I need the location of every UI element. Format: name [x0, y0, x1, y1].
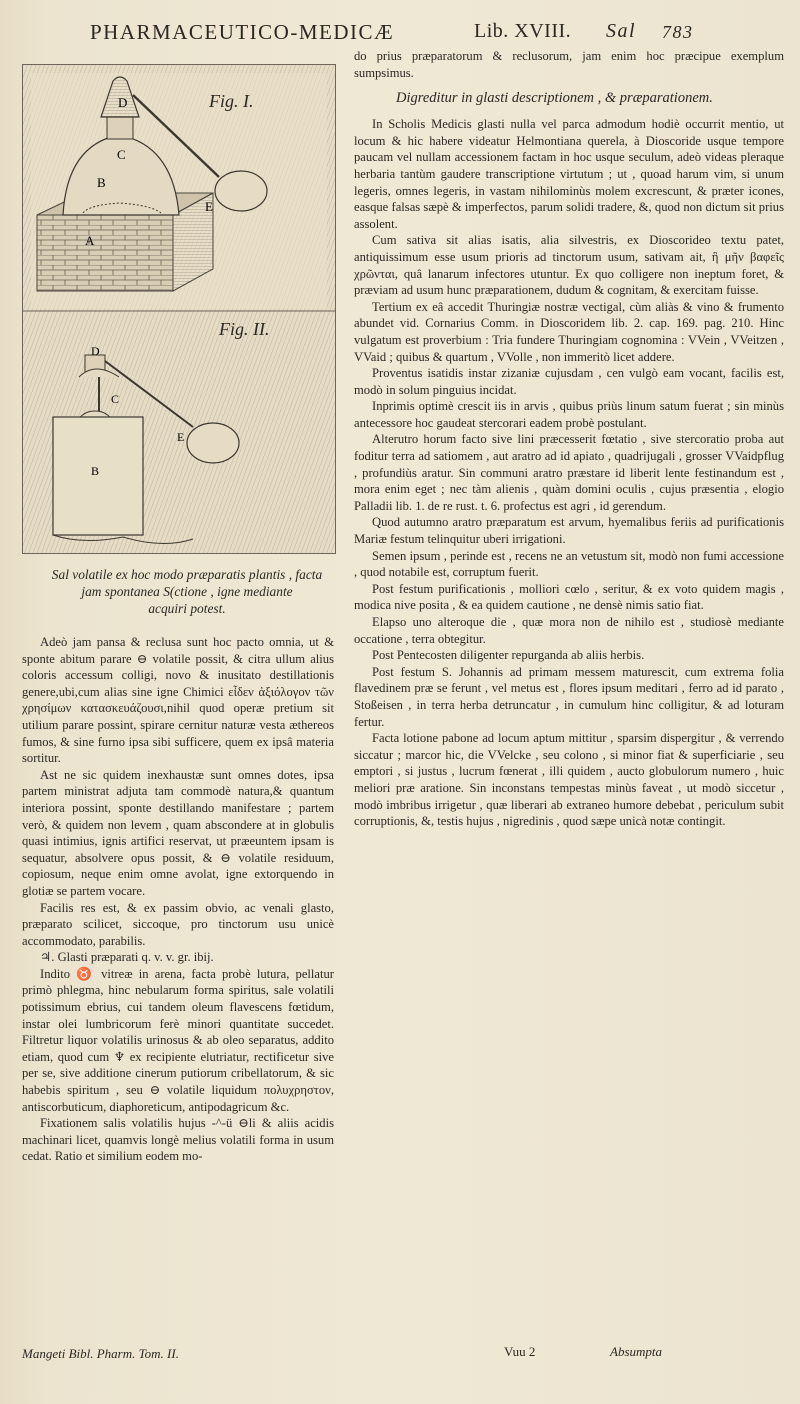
- book-number: Lib. XVIII.: [474, 20, 572, 42]
- engraving-illustration: [23, 65, 335, 553]
- section-title: Sal: [606, 20, 637, 42]
- signature-mark: Vuu 2: [504, 1344, 536, 1359]
- paragraph: Fixationem salis volatilis hujus -^-ü ⊖li & aliis acidis machinari licet, quamvis longè melius volatili forma in usum cedat. Ratio et similium eodem mo-: [22, 1116, 334, 1164]
- page-number: 783: [662, 22, 694, 42]
- letter-b: B: [97, 175, 106, 190]
- brick-furnace: [37, 215, 173, 291]
- caption-line-1: Sal volatile ex hoc modo præparatis plantis , facta: [51, 567, 323, 582]
- recipe-line: ♃. Glasti præparati q. v. v. gr. ibij.: [40, 950, 214, 965]
- letter-b2: B: [91, 464, 100, 478]
- paragraph: Post festum purificationis , molliori cœlo , seritur, & ex voto quidem magis , modica nive posita , & ea quidem cautione , ne densè nimis satio fiat.: [354, 581, 784, 613]
- right-column-text: [354, 48, 784, 830]
- footer-imprint: Mangeti Bibl. Pharm. Tom. II.: [22, 1346, 179, 1361]
- paragraph: Tertium ex eâ accedit Thuringiæ nostræ vectigal, cùm aliàs & vino & frumento abundet vid. Cornarius Comm. in Dioscoridem lib. 2. cap. 169. pag. 210. Hinc vulgatum est proverbium : Tria fundere Thuringiam cognomina : VVein , VVeitzen , VVaid ; quibus & quartum , VVolle , non immeritò licet addere.: [354, 299, 784, 364]
- letter-d: D: [118, 95, 128, 110]
- figure-caption: [22, 566, 334, 617]
- paragraph: Post Pentecosten diligenter repurganda ab aliis herbis.: [372, 648, 645, 663]
- catchword: Absumpta: [610, 1344, 662, 1359]
- paragraph: do prius præparatorum & reclusorum, jam enim hoc præcipue exemplum sumpsimus.: [354, 49, 784, 80]
- section-heading: Digreditur in glasti descriptionem , & præparationem.: [396, 90, 713, 107]
- letter-c2: C: [111, 392, 120, 406]
- caption-line-2: jam spontanea S(ctione , igne mediante: [81, 584, 293, 599]
- paragraph: Alterutro horum facto sive lini præcesserit fœtatio , sive stercoratio proba aut foditur terra ad satiomem , aut aratro ad id apiato , quadrijugali , grosser VVaidpflug , profundiùs aratur. Sin communi aratro præstare id liberit lente festinandum est , mora enim eget ; nec tàm alienis , quàm domini oculis , cujus præsentia , elogio Palladii lib. 1. de re rust. t. 6. profectus est agri , id gerendum.: [354, 432, 784, 513]
- letter-d2: D: [91, 344, 100, 358]
- paragraph: Proventus isatidis instar zizaniæ cujusdam , cen vulgò eam vocant, facilis est, modò in solum pinguius incidat.: [354, 366, 784, 397]
- receiver-flask: [215, 171, 267, 211]
- paragraph: Ast ne sic quidem inexhaustæ sunt omnes dotes, ipsa partem ministrat adjuta tam commodè natura,& quantum interiora possint, sponte destillando manifestare ; partem verò, & quidem non levem , quam abscondere at in globulis quasi intimius, ignis artifici reservat, ut præeuntem ipsam is sequatur, absolvere opus possit, & ⊖ volatile residuum, copiosum, neque enim omne avolat, igne extorquendo in glotiæ se partem vocare.: [22, 767, 334, 898]
- letter-e: E: [205, 199, 213, 214]
- paragraph: Indito ♉ vitreæ in arena, facta probè lutura, pellatur primò phlegma, hinc nebularum forma spiritus, sale volatili potissimum ebrius, cui tandem oleum flavescens fœtidum, instar olei lumbricorum ferè minori quantitate succedet. Filtretur liquor volatilis urinosus & ab oleo separatus, addito etiam, quod cum ♆ ex recipiente elutriatur, rectificetur sive per se, sive additione cinerum putiorum cribellatorum, & sic habebis spiritum , seu ⊖ volatile liquidum πολυχρηστον, antiscorbuticum, diaphoreticum, antipodagricum &c.: [22, 966, 334, 1114]
- paragraph: Quod autumno aratro præparatum est arvum, hyemalibus feriis ad purificationis Mariæ festum telinquitur uberi irrigationi.: [354, 515, 784, 547]
- left-column-text: [22, 634, 334, 1165]
- engraving-plate: [22, 64, 336, 554]
- fig1-label: Fig. I.: [209, 91, 254, 111]
- paragraph: Cum sativa sit alias isatis, alia silvestris, ex Dioscorideo textu patet, antiquissimum esse usum prioris ad tinctorum usum, sativam ait, ἣ μῆν βαφεῖς χρῶνται, quâ lanarum infectores utuntur. Ex quo colligere non ineptum foret, & præviam ad usum hunc præparationem, dudum & cognitam, & exercitam fuisse.: [354, 233, 784, 298]
- fig2-label: Fig. II.: [219, 319, 270, 339]
- letter-c: C: [117, 147, 126, 162]
- paragraph: Elapso uno alteroque die , quæ mora non de nihilo est , studiosè mediante occatione , terra obtegitur.: [354, 615, 784, 646]
- paragraph: In Scholis Medicis glasti nulla vel parca admodum hodiè occurrit mentio, ut locum & hic habere videatur Helmontiana querela, à Dioscoride usque tempore paucam vel nullam accessionem factam in hoc usque seculum, adeò videas pleraque herbaria tantùm gaudere transcriptione virtutum ; ut , quoad harum vim, si unum legeris, omnes legeris, in vastam nihilominùs molem excrescunt, & præter icones, easque falsas sæpè & imperfectos, parum solidi tradere, &, quod non dictum sit prius assolent.: [354, 117, 784, 231]
- letter-e2: E: [177, 430, 185, 444]
- letter-a: A: [85, 233, 95, 248]
- paragraph: Facilis res est, & ex passim obvio, ac venali glasto, præparato scilicet, siccoque, pro tinctorum usu unicè accommodato, parabilis.: [22, 900, 334, 948]
- running-header: [90, 18, 782, 48]
- paragraph: Inprimis optimè crescit iis in arvis , quibus priùs linum satum fuerat ; sin minùs antecessore hoc gaudeat stercorari eadem probè postulant.: [354, 399, 784, 430]
- running-title: PHARMACEUTICO-MEDICÆ: [90, 20, 395, 44]
- paragraph: Facta lotione pabone ad locum aptum mittitur , sparsim dispergitur , & verrendo siccatur ; marcor hic, die VVelcke , seu colono , si minor fiat & superficiarie , seu emptori , si justus , lucrum fœnerat , illi quidem , aucto globulorum numero , huic meliori præ aratione. Sin inconstans tempestas minùs faveat , ut modò siccetur , modò imbribus irrigetur , quæ liberari ab extraneo humore debebat , periculum subit corruptionis, &, testis hujus , nigredinis , quod sæpe unicà notæ contingit.: [354, 731, 784, 829]
- paragraph: Semen ipsum , perinde est , recens ne an vetustum sit, modò non fumi accessione , quod notabile est, corruptum fuerit.: [354, 548, 784, 580]
- paragraph: Post festum S. Johannis ad primam messem maturescit, cum extrema folia flavedinem præ se ferunt , vel metus est , flores ipsum meditari , ferro ad id parato , Stoßeisen , in terra herba detruncatur , in cumulum hinc colligitur, & ad loturam fertur.: [354, 664, 784, 729]
- caption-line-3: acquiri potest.: [148, 601, 226, 616]
- paragraph: Adeò jam pansa & reclusa sunt hoc pacto omnia, ut & sponte abitum parare ⊖ volatile possit, & citra ullum alius coloris accessum colligi, novo & inusitato destillationis genere,ubi,cum alias sine igne Chimici εἶδεν ἀξιόλογον τῶν χρησίμων κατασκευάζουσι,nihil quod operæ pretium sit utilium parare possint, spirare cernitur naturæ vesta æthereos fumos, & sine furno ipsa sibi sufficere, quem ex ipsâ materia sortitur.: [22, 635, 334, 766]
